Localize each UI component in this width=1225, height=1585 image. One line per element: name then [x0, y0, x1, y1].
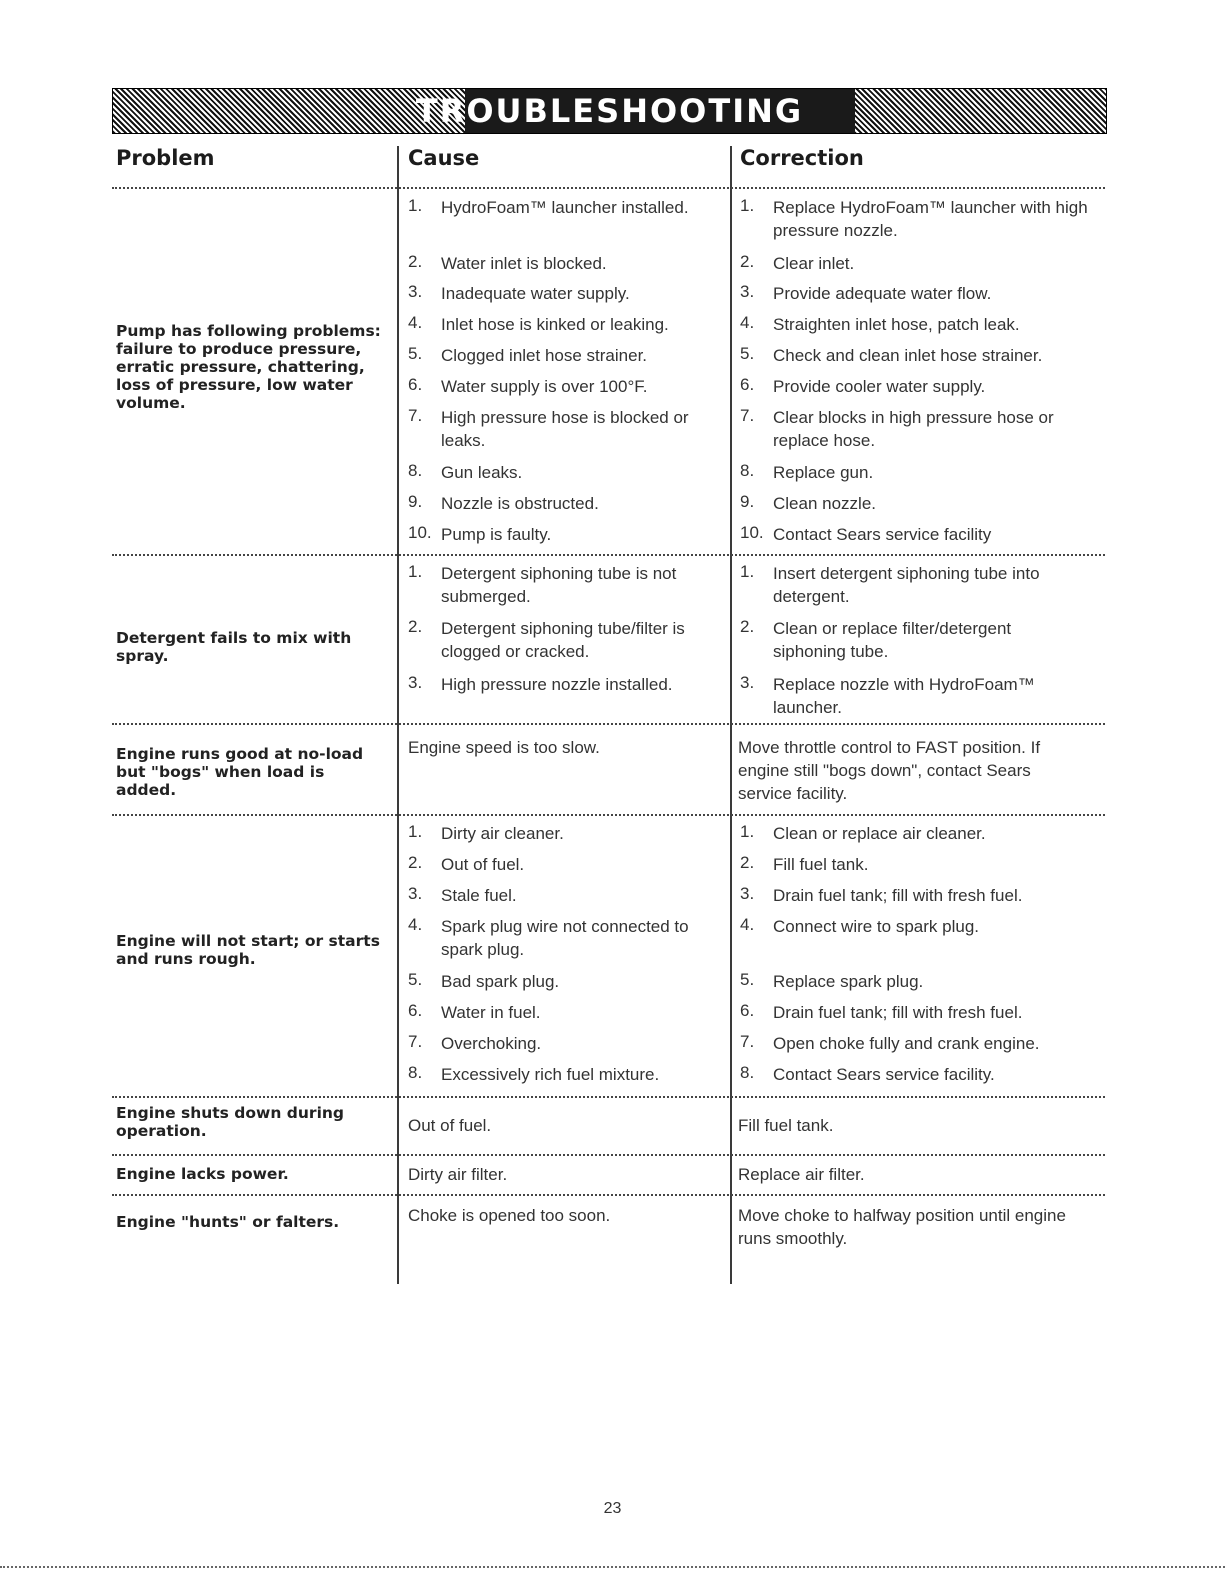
correction-text: Straighten inlet hose, patch leak.: [773, 315, 1020, 334]
cause-number: 1.: [408, 196, 423, 215]
cause-number: 6.: [408, 375, 423, 394]
correction-number: 10.: [740, 523, 764, 542]
correction-number: 1.: [740, 562, 755, 581]
row-separator: [112, 723, 1105, 725]
row-separator: [112, 814, 1105, 816]
correction-number: 7.: [740, 406, 755, 425]
problem-engine-shuts-down: Engine shuts down during operation.: [116, 1104, 345, 1140]
correction-number: 3.: [740, 884, 755, 903]
correction-text: Replace gun.: [773, 463, 874, 482]
cause-text: Detergent siphoning tube/filter is clogged or cracked.: [441, 619, 685, 661]
cause-text: Spark plug wire not connected to spark plug.: [441, 917, 689, 959]
correction-text: Insert detergent siphoning tube into detergent.: [773, 564, 1040, 606]
cause-text: Choke is opened too soon.: [408, 1206, 611, 1225]
cause-text: Nozzle is obstructed.: [441, 494, 599, 513]
correction-number: 7.: [740, 1032, 755, 1051]
cause-text: Engine speed is too slow.: [408, 738, 600, 757]
cause-text: Water inlet is blocked.: [441, 254, 607, 273]
cause-number: 5.: [408, 970, 423, 989]
cause-number: 5.: [408, 344, 423, 363]
cause-number: 9.: [408, 492, 423, 511]
column-header-correction: Correction: [740, 146, 864, 170]
page-number: 23: [603, 1500, 622, 1517]
correction-text: Drain fuel tank; fill with fresh fuel.: [773, 886, 1023, 905]
row-separator: [112, 554, 1105, 556]
column-header-problem: Problem: [116, 146, 215, 170]
cause-text: Out of fuel.: [408, 1116, 492, 1135]
correction-number: 5.: [740, 970, 755, 989]
column-divider-correction: [730, 146, 732, 1284]
cause-number: 6.: [408, 1001, 423, 1020]
cause-text: Dirty air cleaner.: [441, 824, 564, 843]
cause-text: Pump is faulty.: [441, 525, 552, 544]
correction-text: Replace air filter.: [738, 1165, 865, 1184]
cause-text: Water supply is over 100°F.: [441, 377, 648, 396]
cause-text: Excessively rich fuel mixture.: [441, 1065, 660, 1084]
correction-number: 6.: [740, 375, 755, 394]
row-separator: [112, 1154, 1105, 1156]
correction-number: 4.: [740, 915, 755, 934]
correction-text: Replace spark plug.: [773, 972, 924, 991]
page-title: TROUBLESHOOTING: [415, 92, 804, 130]
cause-number: 8.: [408, 461, 423, 480]
correction-text: Fill fuel tank.: [738, 1116, 834, 1135]
correction-text: Fill fuel tank.: [773, 855, 869, 874]
correction-number: 8.: [740, 1063, 755, 1082]
cause-text: Inadequate water supply.: [441, 284, 630, 303]
problem-detergent: Detergent fails to mix with spray.: [116, 629, 352, 665]
correction-number: 3.: [740, 282, 755, 301]
correction-number: 9.: [740, 492, 755, 511]
correction-text: Clean or replace filter/detergent siphoning tube.: [773, 619, 1012, 661]
header-rule: [112, 187, 1105, 189]
correction-text: Contact Sears service facility.: [773, 1065, 995, 1084]
cause-text: Detergent siphoning tube is not submerged.: [441, 564, 677, 606]
column-divider-cause: [397, 146, 399, 1284]
cause-number: 7.: [408, 406, 423, 425]
cause-number: 2.: [408, 853, 423, 872]
correction-text: Move throttle control to FAST position. If engine still "bogs down", contact Sears service facility.: [738, 738, 1041, 803]
problem-engine-bogs: Engine runs good at no-load but "bogs" when load is added.: [116, 745, 364, 799]
correction-text: Provide cooler water supply.: [773, 377, 986, 396]
correction-number: 2.: [740, 617, 755, 636]
correction-number: 8.: [740, 461, 755, 480]
cause-text: Overchoking.: [441, 1034, 542, 1053]
problem-engine-lacks-power: Engine lacks power.: [116, 1165, 289, 1183]
cause-number: 3.: [408, 673, 423, 692]
correction-text: Contact Sears service facility: [773, 525, 992, 544]
correction-text: Replace nozzle with HydroFoam™ launcher.: [773, 675, 1035, 717]
correction-number: 2.: [740, 853, 755, 872]
correction-text: Move choke to halfway position until engine runs smoothly.: [738, 1206, 1066, 1248]
cause-text: HydroFoam™ launcher installed.: [441, 198, 689, 217]
cause-text: High pressure nozzle installed.: [441, 675, 673, 694]
cause-text: Dirty air filter.: [408, 1165, 508, 1184]
correction-text: Check and clean inlet hose strainer.: [773, 346, 1043, 365]
cause-text: Water in fuel.: [441, 1003, 541, 1022]
problem-pump: Pump has following problems: failure to produce pressure, erratic pressure, chattering, loss of pressure, low water volume.: [116, 322, 381, 412]
cause-number: 8.: [408, 1063, 423, 1082]
correction-text: Clear blocks in high pressure hose or replace hose.: [773, 408, 1054, 450]
title-banner: [112, 88, 1107, 134]
correction-number: 4.: [740, 313, 755, 332]
correction-text: Clear inlet.: [773, 254, 855, 273]
cause-text: Gun leaks.: [441, 463, 523, 482]
cause-number: 3.: [408, 282, 423, 301]
cause-number: 7.: [408, 1032, 423, 1051]
row-separator: [112, 1096, 1105, 1098]
cause-number: 3.: [408, 884, 423, 903]
correction-text: Replace HydroFoam™ launcher with high pressure nozzle.: [773, 198, 1088, 240]
correction-number: 6.: [740, 1001, 755, 1020]
row-separator: [112, 1194, 1105, 1196]
correction-number: 1.: [740, 822, 755, 841]
correction-text: Clean or replace air cleaner.: [773, 824, 986, 843]
problem-engine-hunts: Engine "hunts" or falters.: [116, 1213, 340, 1231]
correction-text: Open choke fully and crank engine.: [773, 1034, 1040, 1053]
bottom-rule: [0, 1566, 1225, 1568]
cause-text: Inlet hose is kinked or leaking.: [441, 315, 669, 334]
correction-number: 3.: [740, 673, 755, 692]
cause-text: High pressure hose is blocked or leaks.: [441, 408, 689, 450]
cause-number: 4.: [408, 915, 423, 934]
cause-text: Bad spark plug.: [441, 972, 560, 991]
correction-number: 1.: [740, 196, 755, 215]
problem-engine-no-start: Engine will not start; or starts and runs rough.: [116, 932, 380, 968]
correction-number: 5.: [740, 344, 755, 363]
correction-text: Connect wire to spark plug.: [773, 917, 979, 936]
correction-number: 2.: [740, 252, 755, 271]
column-header-cause: Cause: [408, 146, 480, 170]
cause-number: 2.: [408, 252, 423, 271]
correction-text: Clean nozzle.: [773, 494, 877, 513]
cause-text: Stale fuel.: [441, 886, 517, 905]
cause-number: 10.: [408, 523, 432, 542]
cause-text: Out of fuel.: [441, 855, 525, 874]
cause-number: 4.: [408, 313, 423, 332]
cause-number: 2.: [408, 617, 423, 636]
cause-number: 1.: [408, 822, 423, 841]
cause-text: Clogged inlet hose strainer.: [441, 346, 648, 365]
cause-number: 1.: [408, 562, 423, 581]
correction-text: Drain fuel tank; fill with fresh fuel.: [773, 1003, 1023, 1022]
correction-text: Provide adequate water flow.: [773, 284, 992, 303]
